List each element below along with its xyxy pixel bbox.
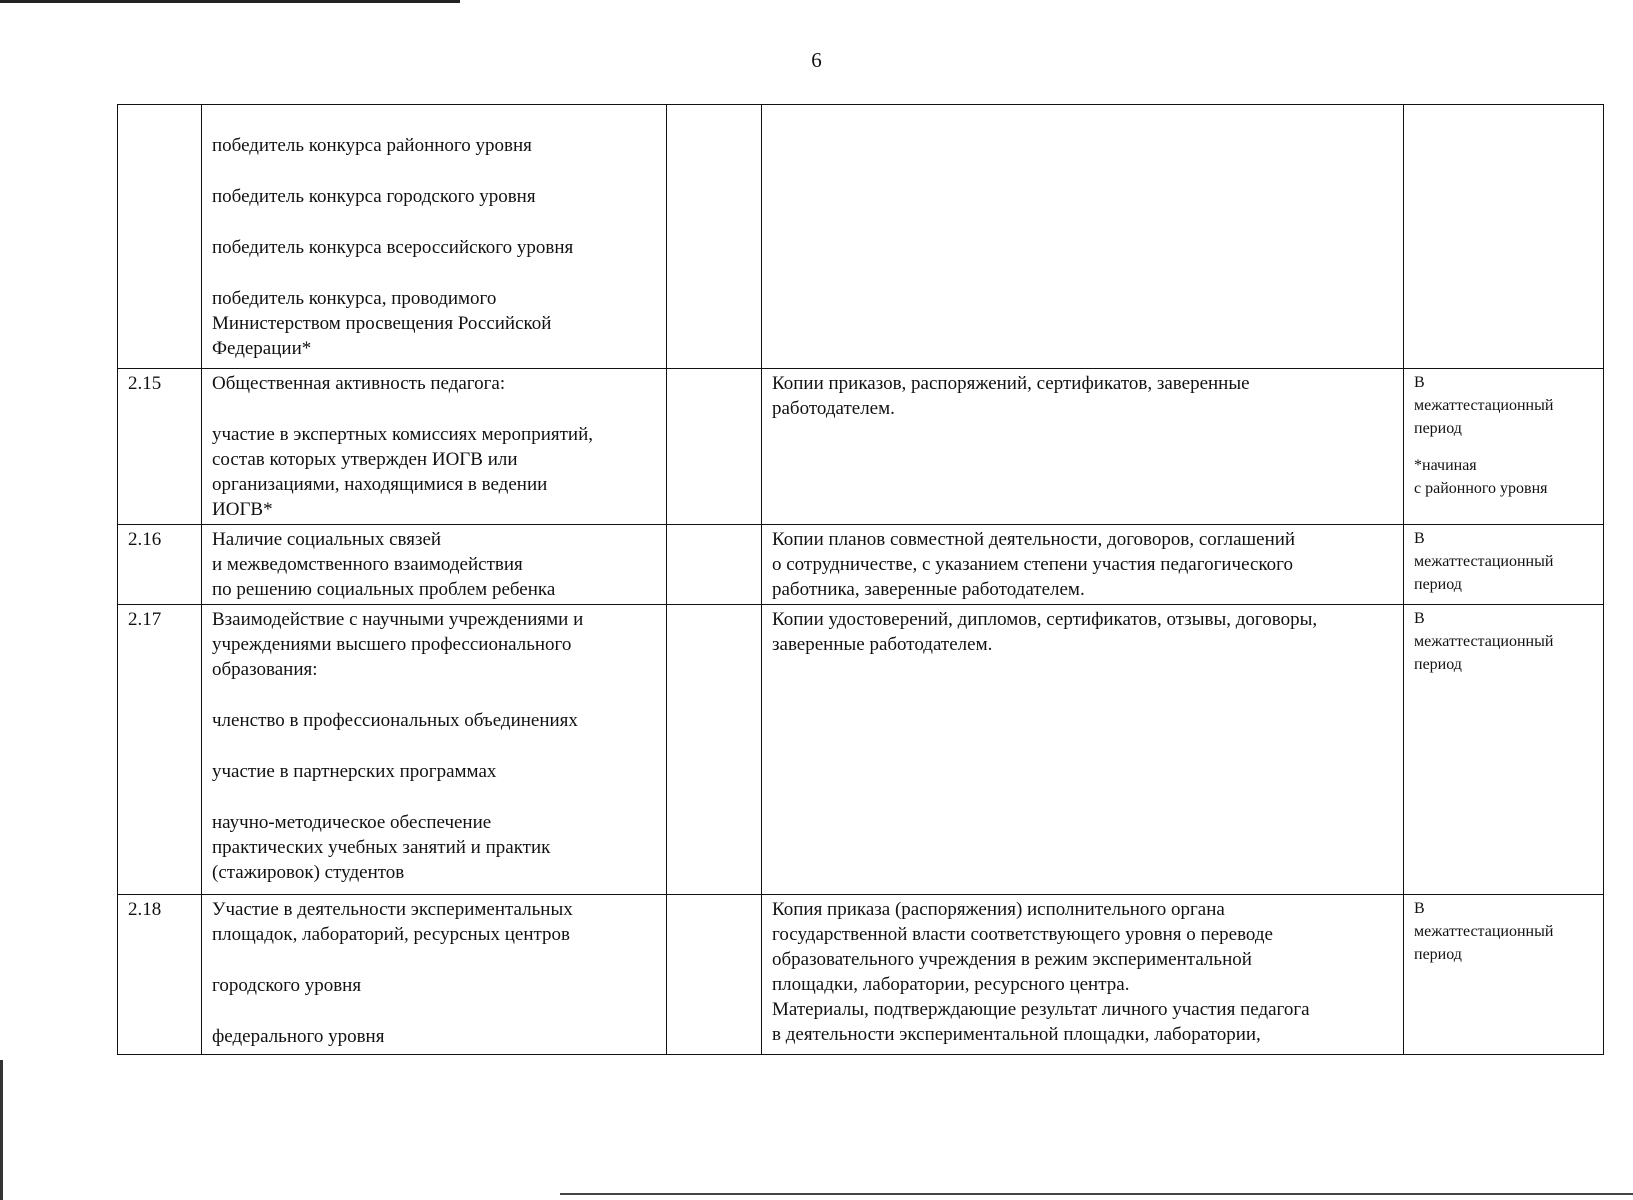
row-number: 2.17	[118, 605, 202, 895]
criterion-cell	[202, 105, 667, 369]
period-text: В межаттестационный период	[1414, 610, 1554, 673]
table-row	[118, 105, 1604, 369]
period-cell	[1404, 525, 1604, 605]
points-cell	[667, 605, 762, 895]
criterion-line: Участие в деятельности экспериментальных площадок, лабораторий, ресурсных центров	[212, 899, 573, 945]
row-number: 2.18	[118, 895, 202, 1055]
page-number: 6	[811, 48, 822, 72]
row-number: 2.16	[118, 525, 202, 605]
table-row	[118, 369, 1604, 525]
documents-cell	[762, 895, 1404, 1055]
period-text: В межаттестационный период	[1414, 530, 1554, 593]
table-row	[118, 895, 1604, 1055]
period-cell	[1404, 105, 1604, 369]
criterion-cell	[202, 605, 667, 895]
scan-artifact-top	[0, 0, 460, 3]
period-note: *начиная с районного уровня	[1414, 457, 1548, 497]
period-cell	[1404, 605, 1604, 895]
documents-text: Копии приказов, распоряжений, сертификатов, заверенные работодателем.	[772, 373, 1250, 419]
documents-cell	[762, 105, 1404, 369]
period-cell	[1404, 369, 1604, 525]
criterion-line: членство в профессиональных объединениях	[212, 710, 578, 731]
criterion-line: победитель конкурса районного уровня	[212, 135, 532, 156]
period-text: В межаттестационный период	[1414, 374, 1554, 437]
criterion-line: Наличие социальных связей и межведомственного взаимодействия по решению социальных проблем ребенка	[212, 529, 556, 600]
criterion-line: Общественная активность педагога:	[212, 373, 506, 394]
criterion-cell	[202, 369, 667, 525]
points-cell	[667, 369, 762, 525]
points-cell	[667, 525, 762, 605]
table-row	[118, 605, 1604, 895]
criterion-line: Взаимодействие с научными учреждениями и учреждениями высшего профессионального образования:	[212, 609, 584, 680]
points-cell	[667, 895, 762, 1055]
criterion-line: победитель конкурса городского уровня	[212, 186, 536, 207]
criterion-line: победитель конкурса всероссийского уровня	[212, 237, 574, 258]
documents-text: Копии удостоверений, дипломов, сертификатов, отзывы, договоры, заверенные работодателем.	[772, 609, 1318, 655]
criterion-cell	[202, 895, 667, 1055]
documents-text: Копия приказа (распоряжения) исполнительного органа государственной власти соответствующего уровня о переводе образовательного учреждения в режим экспериментальной площадки, лаборатории, ресурсного центра. Материалы, подтверждающие результат личного участия педагога в деятельности экспериментальной площадки, лаборатории,	[772, 899, 1310, 1045]
criteria-table	[117, 104, 1604, 1055]
criterion-line: участие в партнерских программах	[212, 761, 497, 782]
scan-artifact-left	[0, 1060, 3, 1200]
row-number: 2.15	[118, 369, 202, 525]
criterion-line: научно-методическое обеспечение практических учебных занятий и практик (стажировок) студентов	[212, 812, 551, 883]
criterion-line: городского уровня	[212, 975, 362, 996]
period-cell	[1404, 895, 1604, 1055]
documents-cell	[762, 605, 1404, 895]
documents-text: Копии планов совместной деятельности, договоров, соглашений о сотрудничестве, с указанием степени участия педагогического работника, заверенные работодателем.	[772, 529, 1296, 600]
criterion-line: федерального уровня	[212, 1026, 385, 1047]
criterion-line: победитель конкурса, проводимого Министерством просвещения Российской Федерации*	[212, 288, 552, 359]
documents-cell	[762, 525, 1404, 605]
row-number	[118, 105, 202, 369]
table-row	[118, 525, 1604, 605]
documents-cell	[762, 369, 1404, 525]
criterion-line: участие в экспертных комиссиях мероприятий, состав которых утвержден ИОГВ или организациями, находящимися в ведении ИОГВ*	[212, 424, 594, 520]
criterion-cell	[202, 525, 667, 605]
period-text: В межаттестационный период	[1414, 900, 1554, 963]
scan-artifact-bottom	[560, 1193, 1633, 1195]
points-cell	[667, 105, 762, 369]
